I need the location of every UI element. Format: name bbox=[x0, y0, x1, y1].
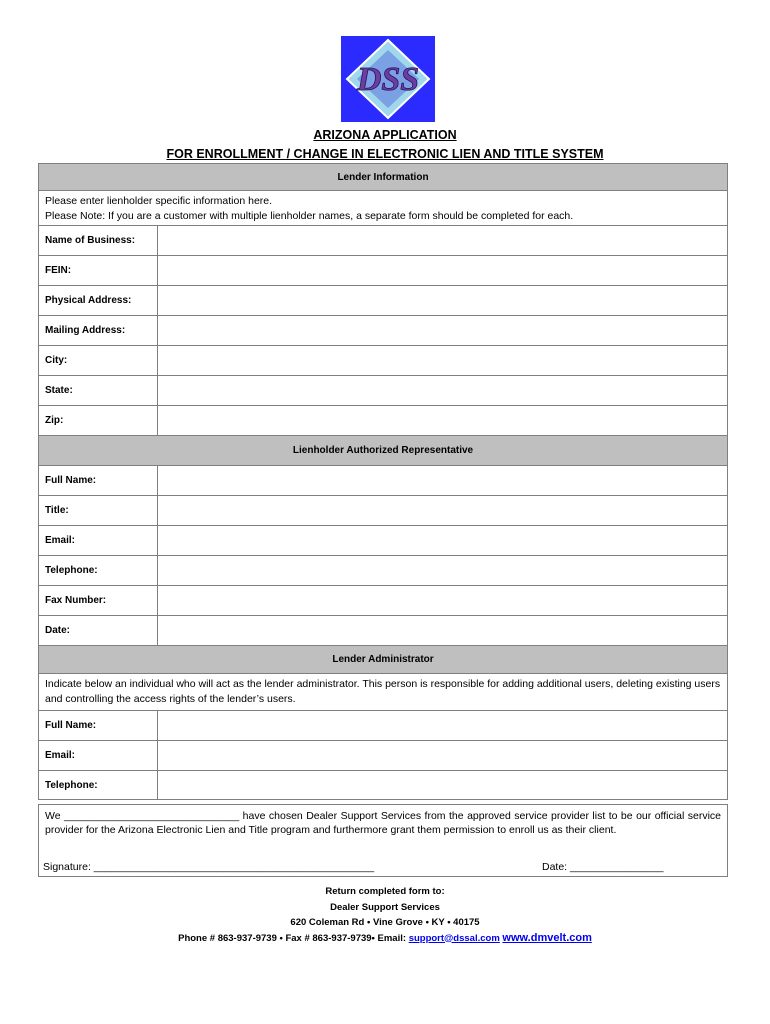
city-field[interactable] bbox=[158, 346, 727, 375]
rep-email-row bbox=[38, 525, 728, 555]
rep-telephone-field[interactable] bbox=[158, 556, 727, 585]
rep-telephone-label: Telephone: bbox=[39, 556, 158, 585]
rep-date-label: Date: bbox=[39, 616, 158, 645]
rep-date-field[interactable] bbox=[158, 616, 727, 645]
enrollment-form bbox=[38, 163, 728, 800]
name-of-business-field[interactable] bbox=[158, 226, 727, 255]
zip-row bbox=[38, 405, 728, 435]
mailing-address-label: Mailing Address: bbox=[39, 316, 158, 345]
email-link[interactable]: support@dssal.com bbox=[408, 932, 500, 944]
admin-email-label: Email: bbox=[39, 741, 158, 770]
rep-full-name-field[interactable] bbox=[158, 466, 727, 495]
rep-title-label: Title: bbox=[39, 496, 158, 525]
mailing-address-row bbox=[38, 315, 728, 345]
administrator-header: Lender Administrator bbox=[38, 645, 728, 673]
rep-date-row bbox=[38, 615, 728, 645]
fein-label: FEIN: bbox=[39, 256, 158, 285]
rep-title-row bbox=[38, 495, 728, 525]
admin-telephone-field[interactable] bbox=[158, 771, 727, 799]
form-subtitle: FOR ENROLLMENT / CHANGE IN ELECTRONIC LIEN AND TITLE SYSTEM bbox=[166, 147, 604, 161]
consent-text: We ______________________________ have chosen Dealer Support Services from the approved service provider list to be our official service provider for the Arizona Electronic Lien and Title program and furthermore grant them permission to enroll us as their client. bbox=[45, 810, 721, 836]
rep-email-label: Email: bbox=[39, 526, 158, 555]
rep-telephone-row bbox=[38, 555, 728, 585]
rep-title-field[interactable] bbox=[158, 496, 727, 525]
consent-box bbox=[38, 804, 728, 877]
rep-fax-label: Fax Number: bbox=[39, 586, 158, 615]
footer-company: Dealer Support Services bbox=[330, 901, 440, 913]
admin-full-name-field[interactable] bbox=[158, 711, 727, 740]
physical-address-field[interactable] bbox=[158, 286, 727, 315]
name-of-business-row bbox=[38, 225, 728, 255]
footer-address: 620 Coleman Rd • Vine Grove • KY • 40175 bbox=[290, 917, 480, 928]
admin-email-row bbox=[38, 740, 728, 770]
admin-telephone-row bbox=[38, 770, 728, 800]
lender-information-note bbox=[38, 190, 728, 225]
svg-text:DSS: DSS bbox=[356, 61, 420, 98]
footer bbox=[0, 884, 770, 946]
admin-telephone-label: Telephone: bbox=[39, 771, 158, 799]
admin-full-name-row bbox=[38, 710, 728, 740]
fein-field[interactable] bbox=[158, 256, 727, 285]
footer-phone-fax: Phone # 863-937-9739 • Fax # 863-937-9739• Email: bbox=[178, 932, 409, 944]
rep-full-name-label: Full Name: bbox=[39, 466, 158, 495]
city-label: City: bbox=[39, 346, 158, 375]
representative-header: Lienholder Authorized Representative bbox=[38, 435, 728, 465]
signature-line[interactable]: Signature: ________________________________________________ bbox=[43, 861, 375, 873]
rep-fax-row bbox=[38, 585, 728, 615]
admin-full-name-label: Full Name: bbox=[39, 711, 158, 740]
state-label: State: bbox=[39, 376, 158, 405]
lender-note-line-2: Please Note: If you are a customer with multiple lienholder names, a separate form should be completed for each. bbox=[45, 210, 574, 222]
zip-field[interactable] bbox=[158, 406, 727, 435]
mailing-address-field[interactable] bbox=[158, 316, 727, 345]
physical-address-label: Physical Address: bbox=[39, 286, 158, 315]
physical-address-row bbox=[38, 285, 728, 315]
footer-contact bbox=[0, 931, 770, 947]
footer-return-label: Return completed form to: bbox=[325, 886, 445, 897]
admin-email-field[interactable] bbox=[158, 741, 727, 770]
administrator-note: Indicate below an individual who will act as the lender administrator. This person is responsible for adding additional users, deleting existing users and controlling the access rights of the lender’s users. bbox=[38, 673, 728, 710]
lender-information-header: Lender Information bbox=[38, 163, 728, 190]
lender-note-line-1: Please enter lienholder specific information here. bbox=[45, 195, 273, 207]
signature-date-line[interactable]: Date: ________________ bbox=[542, 861, 664, 873]
website-link[interactable]: www.dmvelt.com bbox=[502, 931, 592, 944]
name-of-business-label: Name of Business: bbox=[39, 226, 158, 255]
state-row bbox=[38, 375, 728, 405]
city-row bbox=[38, 345, 728, 375]
rep-full-name-row bbox=[38, 465, 728, 495]
zip-label: Zip: bbox=[39, 406, 158, 435]
rep-fax-field[interactable] bbox=[158, 586, 727, 615]
form-title: ARIZONA APPLICATION bbox=[313, 128, 457, 142]
dss-logo bbox=[341, 36, 435, 122]
rep-email-field[interactable] bbox=[158, 526, 727, 555]
fein-row bbox=[38, 255, 728, 285]
state-field[interactable] bbox=[158, 376, 727, 405]
